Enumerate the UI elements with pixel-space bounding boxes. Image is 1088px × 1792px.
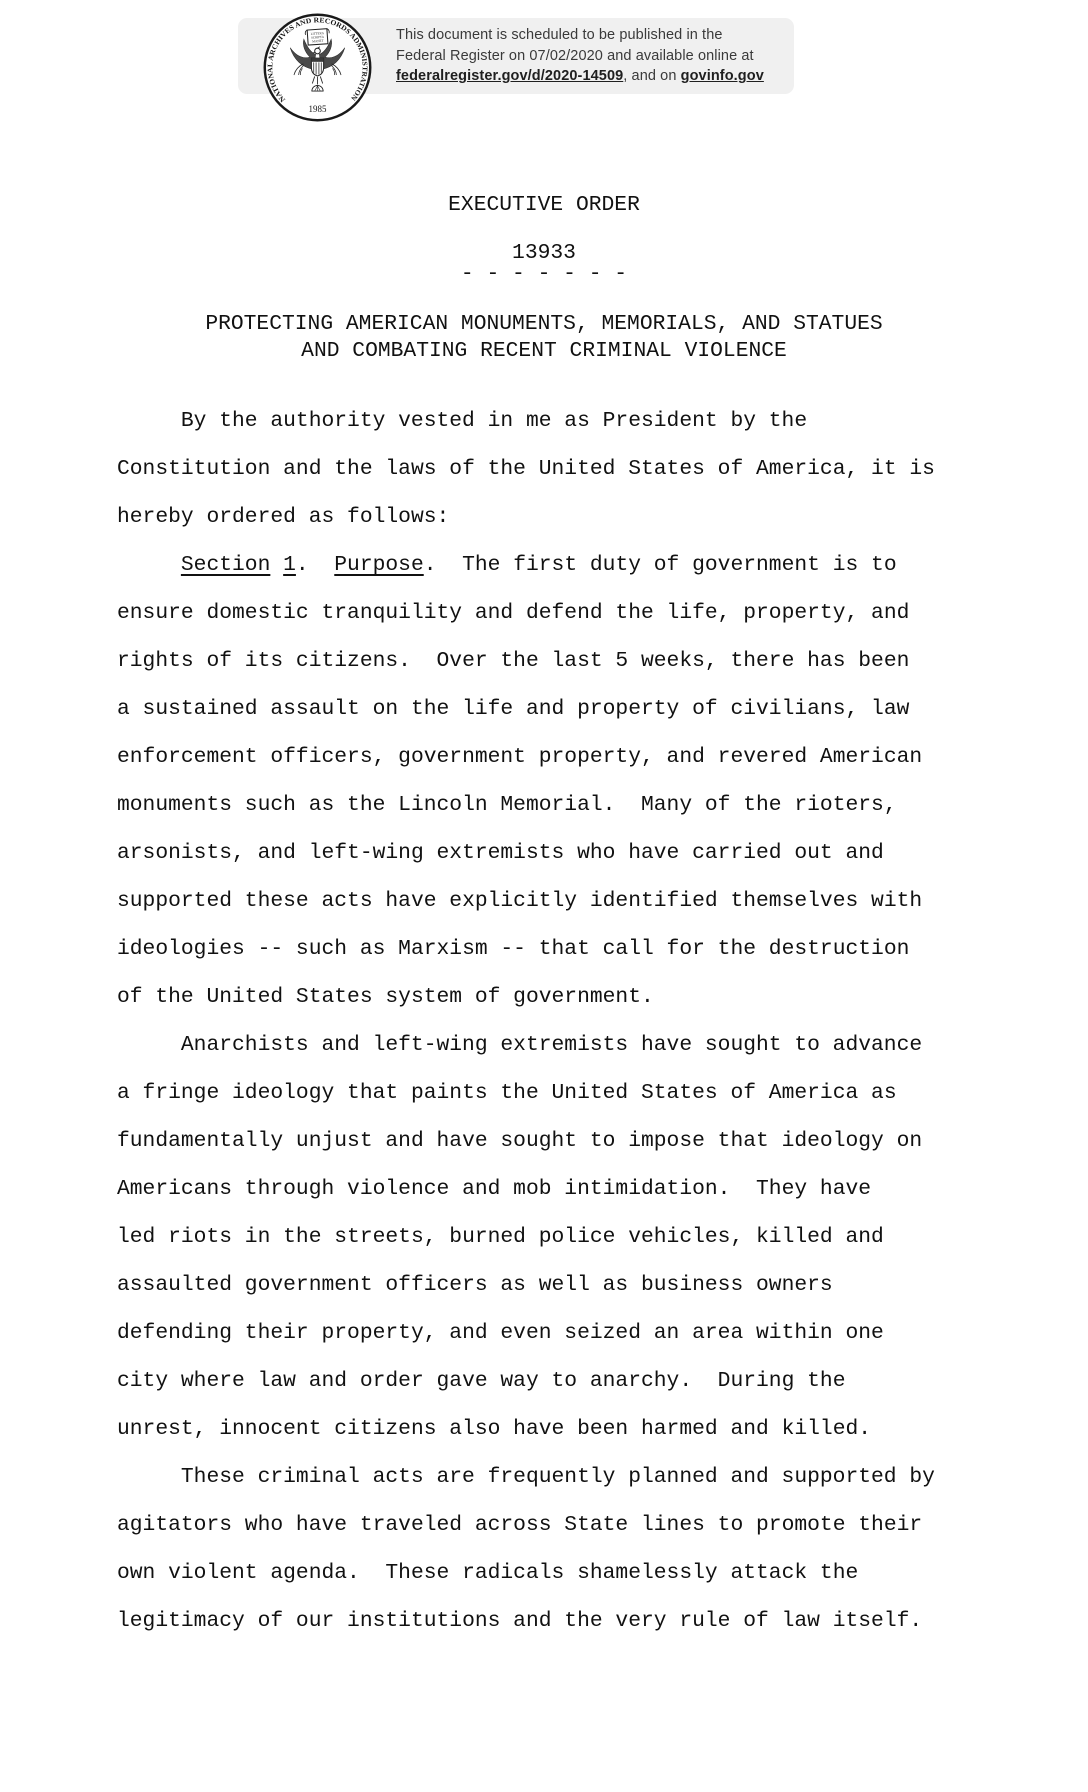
text-segment: supported these acts have explicitly identified themselves with: [117, 889, 923, 913]
document-line: [117, 397, 971, 445]
executive-order-number: 13933: [512, 241, 576, 265]
text-segment: Americans through violence and mob intimidation. They have: [117, 1177, 872, 1201]
document-line: [117, 877, 971, 925]
text-segment: [270, 553, 283, 577]
text-segment: ideologies -- such as Marxism -- that call for the destruction: [117, 937, 910, 961]
document-title-line-2: AND COMBATING RECENT CRIMINAL VIOLENCE: [301, 339, 787, 363]
document-line: [117, 445, 971, 493]
banner-line3-joiner: , and on: [623, 68, 681, 84]
text-segment: own violent agenda. These radicals shamelessly attack the: [117, 1561, 859, 1585]
text-segment: assaulted government officers as well as business owners: [117, 1273, 833, 1297]
text-segment: rights of its citizens. Over the last 5 weeks, there has been: [117, 649, 910, 673]
text-segment: unrest, innocent citizens also have been harmed and killed.: [117, 1417, 872, 1441]
underlined-text: Purpose: [334, 553, 424, 577]
document-line: [117, 1069, 971, 1117]
document-line: [117, 1357, 971, 1405]
banner-line-1: This document is scheduled to be published in the: [396, 27, 723, 43]
document-line: [117, 685, 971, 733]
document-line: [117, 1501, 971, 1549]
text-segment: agitators who have traveled across State lines to promote their: [117, 1513, 923, 1537]
text-segment: hereby ordered as follows:: [117, 505, 450, 529]
document-line: [117, 1453, 971, 1501]
banner-line-2: Federal Register on 07/02/2020 and available online at: [396, 47, 754, 64]
text-segment: a sustained assault on the life and property of civilians, law: [117, 697, 910, 721]
document-body: [117, 0, 971, 1792]
text-segment: Constitution and the laws of the United States of America, it is: [117, 457, 935, 481]
document-line: [117, 781, 971, 829]
document-line: [117, 1117, 971, 1165]
document-line: [117, 1549, 971, 1597]
text-segment: These criminal acts are frequently planned and supported by: [180, 1465, 935, 1489]
text-segment: enforcement officers, government property, and revered American: [117, 745, 923, 769]
document-line: [117, 493, 971, 541]
text-segment: By the authority vested in me as President by the: [180, 409, 808, 433]
document-line: [117, 1261, 971, 1309]
document-line: [117, 1165, 971, 1213]
govinfo-link[interactable]: govinfo.gov: [680, 68, 764, 84]
underlined-text: Section: [180, 553, 271, 577]
text-segment: defending their property, and even seized an area within one: [117, 1321, 884, 1345]
document-title-line-1: PROTECTING AMERICAN MONUMENTS, MEMORIALS, AND STATUES: [205, 312, 883, 336]
text-segment: arsonists, and left-wing extremists who have carried out and: [117, 841, 884, 865]
document-line: [117, 1405, 971, 1453]
document-line: [117, 829, 971, 877]
document-line: [117, 589, 971, 637]
text-segment: legitimacy of our institutions and the very rule of law itself.: [117, 1609, 923, 1633]
underlined-text: 1: [283, 553, 296, 577]
document-line: [117, 637, 971, 685]
text-segment: city where law and order gave way to anarchy. During the: [117, 1369, 846, 1393]
text-segment: led riots in the streets, burned police vehicles, killed and: [117, 1225, 884, 1249]
text-segment: ensure domestic tranquility and defend the life, property, and: [117, 601, 910, 625]
document-type-heading: EXECUTIVE ORDER: [448, 193, 640, 217]
text-segment: monuments such as the Lincoln Memorial. Many of the rioters,: [117, 793, 897, 817]
text-segment: a fringe ideology that paints the United States of America as: [117, 1081, 897, 1105]
text-segment: of the United States system of government.: [117, 985, 654, 1009]
document-line: [117, 1213, 971, 1261]
seal-year: 1985: [308, 104, 327, 115]
seal-scroll-line-2: SCRIPTA: [311, 34, 325, 40]
seal-ring-text: NATIONAL ARCHIVES AND RECORDS ADMINISTRATION: [266, 16, 369, 104]
document-line: [117, 925, 971, 973]
seal-scroll-line-1: LITTERA: [310, 31, 325, 37]
text-segment: fundamentally unjust and have sought to impose that ideology on: [117, 1129, 923, 1153]
seal-scroll-line-3: MANET: [312, 38, 324, 44]
text-segment: Anarchists and left-wing extremists have sought to advance: [180, 1033, 923, 1057]
text-segment: .: [295, 553, 335, 577]
document-line: [117, 541, 971, 589]
document-line: [117, 733, 971, 781]
document-line: [117, 1597, 971, 1645]
federal-register-link[interactable]: federalregister.gov/d/2020-14509: [396, 68, 624, 84]
document-line: [117, 1021, 971, 1069]
dash-separator: - - - - - - -: [460, 262, 628, 286]
document-text-lines: [117, 397, 971, 1645]
document-line: [117, 1309, 971, 1357]
document-line: [117, 973, 971, 1021]
text-segment: . The first duty of government is to: [423, 553, 897, 577]
